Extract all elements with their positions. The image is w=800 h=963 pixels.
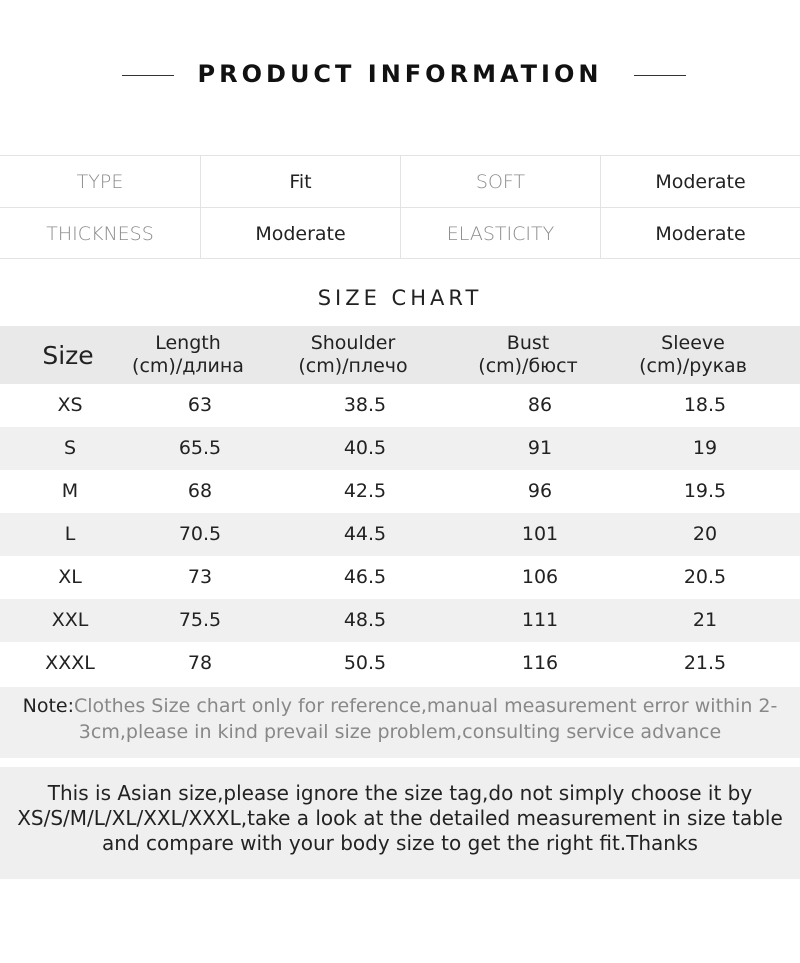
- measurement-cell: 38.5: [343, 394, 387, 416]
- size-table-header: [0, 326, 800, 384]
- measurement-cell: 48.5: [343, 609, 387, 631]
- table-row: [0, 556, 800, 599]
- header-line1: Size: [42, 340, 94, 370]
- header: [0, 0, 800, 155]
- info-value: Moderate: [600, 156, 800, 207]
- measurement-cell: 111: [521, 609, 559, 631]
- measurement-cell: 21.5: [683, 652, 727, 674]
- info-key: ELASTICITY: [400, 208, 600, 259]
- size-chart-table: [0, 326, 800, 685]
- info-value: Fit: [200, 156, 400, 207]
- size-label-cell: S: [63, 437, 77, 459]
- header-line2: (cm)/рукав: [639, 355, 747, 377]
- measurement-cell: 42.5: [343, 480, 387, 502]
- header-line1: Sleeve: [661, 332, 725, 354]
- measurement-cell: 44.5: [343, 523, 387, 545]
- header-line2: (cm)/длина: [132, 355, 244, 377]
- measurement-cell: 40.5: [343, 437, 387, 459]
- measurement-cell: 106: [521, 566, 559, 588]
- measurement-cell: 46.5: [343, 566, 387, 588]
- measurement-cell: 18.5: [683, 394, 727, 416]
- measurement-cell: 75.5: [178, 609, 222, 631]
- header-line1: Shoulder: [310, 332, 396, 354]
- size-chart-title: SIZE CHART: [317, 286, 483, 310]
- page-title: PRODUCT INFORMATION: [197, 60, 603, 88]
- table-row: [0, 599, 800, 642]
- measurement-cell: 116: [521, 652, 559, 674]
- info-key: THICKNESS: [46, 222, 154, 245]
- header-size: [0, 340, 138, 370]
- table-row: [0, 384, 800, 427]
- measurement-cell: 63: [187, 394, 213, 416]
- measurement-cell: 91: [527, 437, 553, 459]
- header-shoulder: [248, 332, 458, 378]
- header-line1: Bust: [506, 332, 550, 354]
- info-value: Moderate: [200, 208, 400, 259]
- header-line2: (cm)/плечо: [298, 355, 408, 377]
- header-length: [128, 332, 248, 378]
- note-text: Clothes Size chart only for reference,manual measurement error within 2-3cm,please in kind prevail size problem,consulting service advance: [74, 695, 778, 743]
- size-label-cell: XL: [58, 566, 82, 588]
- table-row: [0, 513, 800, 556]
- measurement-cell: 96: [527, 480, 553, 502]
- size-label-cell: XXL: [51, 609, 89, 631]
- measurement-cell: 65.5: [178, 437, 222, 459]
- info-value: Moderate: [600, 208, 800, 259]
- title-divider-right: [634, 75, 686, 76]
- header-bust: [458, 332, 598, 378]
- note-label: Note:: [22, 695, 74, 717]
- header-line2: (cm)/бюст: [478, 355, 578, 377]
- measurement-cell: 101: [521, 523, 559, 545]
- measurement-cell: 70.5: [178, 523, 222, 545]
- info-row: [0, 207, 800, 259]
- measurement-cell: 78: [187, 652, 213, 674]
- note-box: [0, 687, 800, 758]
- table-row: [0, 470, 800, 513]
- measurement-cell: 50.5: [343, 652, 387, 674]
- info-key: SOFT: [400, 156, 600, 207]
- measurement-cell: 21: [692, 609, 718, 631]
- size-label-cell: L: [64, 523, 76, 545]
- size-label-cell: XXXL: [45, 652, 95, 674]
- header-sleeve: [598, 332, 788, 378]
- size-label-cell: M: [61, 480, 79, 502]
- measurement-cell: 68: [187, 480, 213, 502]
- asian-size-text: This is Asian size,please ignore the size tag,do not simply choose it by XS/S/M/L/XL/XXL/XXXL,take a look at the detailed measurement in size table and compare with your body size to get the right fit.Thanks: [17, 781, 783, 855]
- size-table-body: [0, 384, 800, 685]
- info-row: [0, 156, 800, 207]
- table-row: [0, 642, 800, 685]
- asian-size-notice: [0, 767, 800, 879]
- measurement-cell: 73: [187, 566, 213, 588]
- table-row: [0, 427, 800, 470]
- header-line1: Length: [155, 332, 221, 354]
- measurement-cell: 19.5: [683, 480, 727, 502]
- measurement-cell: 86: [527, 394, 553, 416]
- size-label-cell: XS: [57, 394, 83, 416]
- product-info-table: [0, 155, 800, 259]
- measurement-cell: 20: [692, 523, 718, 545]
- info-key: TYPE: [76, 170, 124, 193]
- measurement-cell: 20.5: [683, 566, 727, 588]
- measurement-cell: 19: [692, 437, 718, 459]
